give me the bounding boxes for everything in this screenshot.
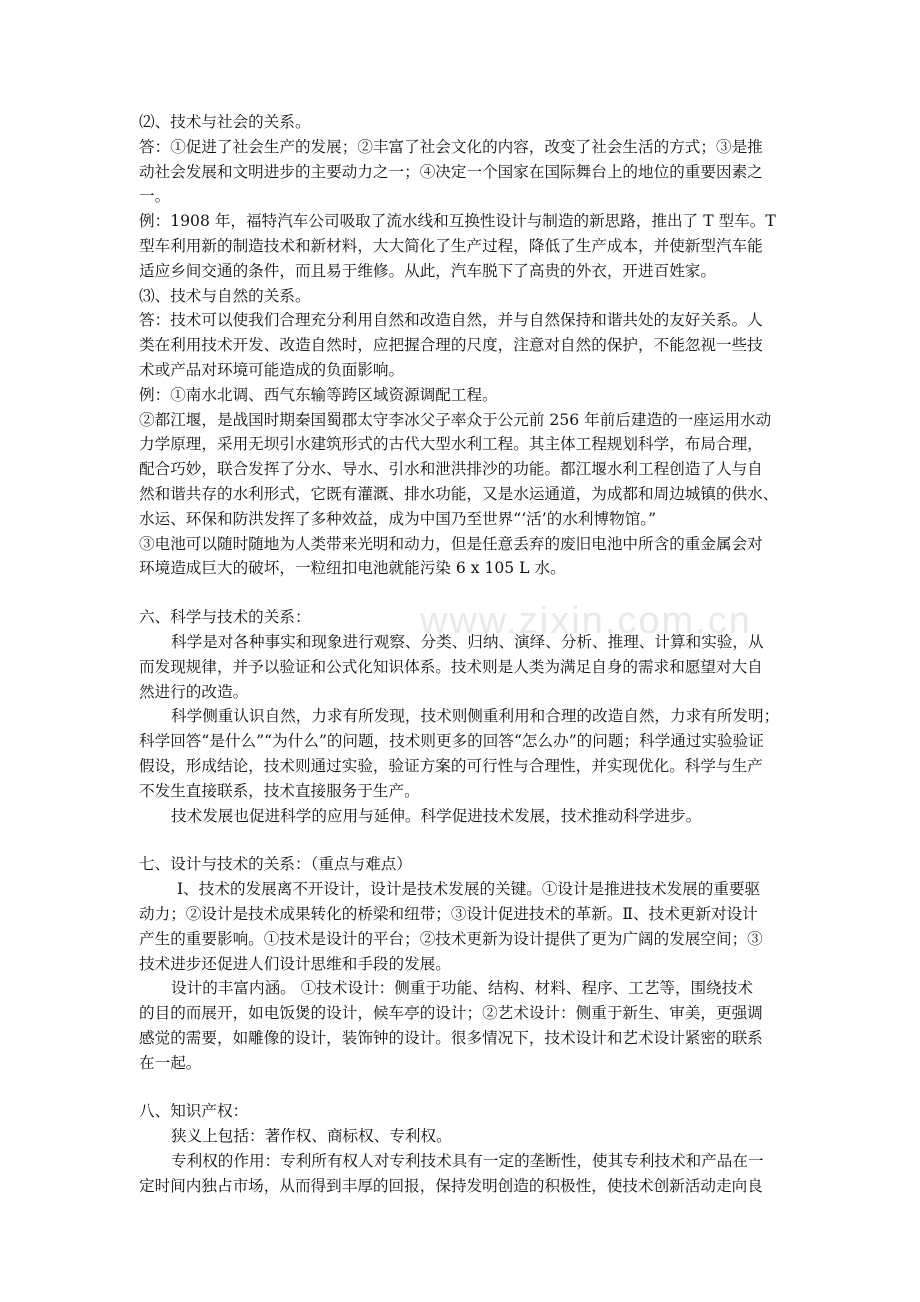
text-line: 例：①南水北调、西气东输等跨区域资源调配工程。	[139, 385, 498, 404]
text-line: ③电池可以随时随地为人类带来光明和动力，但是任意丢弃的废旧电池中所含的重金属会对	[139, 534, 763, 553]
section-heading-six: 六、科学与技术的关系：	[139, 608, 311, 627]
text-line: 科学是对各种事实和现象进行观察、分类、归纳、演绎、分析、推理、计算和实验，从	[171, 632, 764, 651]
text-line: 适应乡间交通的条件，而且易于维修。从此，汽车脱下了高贵的外衣，开进百姓家。	[139, 261, 716, 280]
text-line: ②都江堰，是战国时期秦国蜀郡太守李冰父子率众于公元前 256 年前后建造的一座运用水动	[139, 410, 772, 429]
text-line: 例：1908 年，福特汽车公司吸取了流水线和互换性设计与制造的新思路，推出了 T 型车。T	[139, 212, 776, 231]
text-line: Ⅰ、技术的发展离不开设计，设计是技术发展的关键。①设计是推进技术发展的重要驱	[177, 880, 761, 899]
text-line: 力学原理，采用无坝引水建筑形式的古代大型水利工程。其主体工程规划科学，布局合理，	[139, 435, 763, 454]
text-line: 然进行的改造。	[139, 682, 249, 701]
text-line: 不发生直接联系，技术直接服务于生产。	[139, 781, 420, 800]
text-line: 在一起。	[139, 1053, 202, 1072]
subsection-heading-tech-society: ⑵、技术与社会的关系。	[139, 113, 311, 131]
text-line: 定时间内独占市场，从而得到丰厚的回报，保持发明创造的积极性，使技术创新活动走向良	[139, 1176, 763, 1195]
watermark: www.zixin.com.cn	[420, 600, 752, 642]
text-line: 技术发展也促进科学的应用与延伸。科学促进技术发展，技术推动科学进步。	[171, 806, 702, 825]
text-line: 科学侧重认识自然，力求有所发现，技术则侧重利用和合理的改造自然，力求有所发明；	[171, 707, 780, 726]
text-line: 假设，形成结论，技术则通过实验，验证方案的可行性与合理性，并实现优化。科学与生产	[139, 756, 763, 775]
text-line: 科学回答“是什么”“为什么”的问题，技术则更多的回答“怎么办”的问题；科学通过实验验证	[139, 732, 764, 751]
text-line: 动社会发展和文明进步的主要动力之一；④决定一个国家在国际舞台上的地位的重要因素之	[139, 162, 763, 181]
text-line: 的目的而展开，如电饭煲的设计，候车亭的设计；②艺术设计：侧重于新生、审美，更强调	[139, 1004, 763, 1023]
text-line: 环境造成巨大的破坏，一粒纽扣电池就能污染 6 x 105 L 水。	[139, 559, 566, 578]
text-line: 配合巧妙，联合发挥了分水、导水、引水和泄洪排沙的功能。都江堰水利工程创造了人与自	[139, 460, 763, 479]
paragraph-gap	[139, 581, 787, 605]
text-line: 术或产品对环境可能造成的负面影响。	[139, 360, 405, 379]
text-line: 产生的重要影响。①技术是设计的平台；②技术更新为设计提供了更为广阔的发展空间；③	[139, 929, 763, 948]
section-heading-eight: 八、知识产权：	[139, 1102, 249, 1121]
text-line: 设计的丰富内涵。 ①技术设计：侧重于功能、结构、材料、程序、工艺等，围绕技术	[171, 979, 753, 998]
text-line: 狭义上包括：著作权、商标权、专利权。	[171, 1127, 452, 1146]
text-line: 答：技术可以使我们合理充分利用自然和改造自然，并与自然保持和谐共处的友好关系。人	[139, 311, 763, 330]
document-body	[139, 110, 787, 1199]
text-line: 型车利用新的制造技术和新材料，大大简化了生产过程，降低了生产成本，并使新型汽车能	[139, 236, 763, 255]
text-line: 动力；②设计是技术成果转化的桥梁和纽带；③设计促进技术的革新。Ⅱ、技术更新对设计	[139, 904, 758, 923]
text-line: 技术进步还促进人们设计思维和手段的发展。	[139, 954, 451, 973]
section-heading-seven: 七、设计与技术的关系：（重点与难点）	[139, 855, 412, 874]
paragraph-gap	[139, 828, 787, 852]
text-line: 答：①促进了社会生产的发展；②丰富了社会文化的内容，改变了社会生活的方式；③是推	[139, 137, 763, 156]
text-line: 一。	[139, 187, 171, 206]
text-line: 类在利用技术开发、改造自然时，应把握合理的尺度，注意对自然的保护，不能忽视一些技	[139, 336, 763, 355]
text-line: 而发现规律，并予以验证和公式化知识体系。技术则是人类为满足自身的需求和愿望对大自	[139, 657, 763, 676]
text-line: 感觉的需要，如雕像的设计，装饰钟的设计。很多情况下，技术设计和艺术设计紧密的联系	[139, 1028, 763, 1047]
subsection-heading-tech-nature: ⑶、技术与自然的关系。	[139, 286, 311, 305]
paragraph-gap	[139, 1075, 787, 1099]
text-line: 然和谐共存的水利形式，它既有灌溉、排水功能，又是水运通道，为成都和周边城镇的供水、	[139, 484, 779, 503]
text-line: 专利权的作用：专利所有权人对专利技术具有一定的垄断性，使其专利技术和产品在一	[171, 1152, 764, 1171]
text-line: 水运、环保和防洪发挥了多种效益，成为中国乃至世界“‘活’的水利博物馆。”	[139, 509, 657, 528]
